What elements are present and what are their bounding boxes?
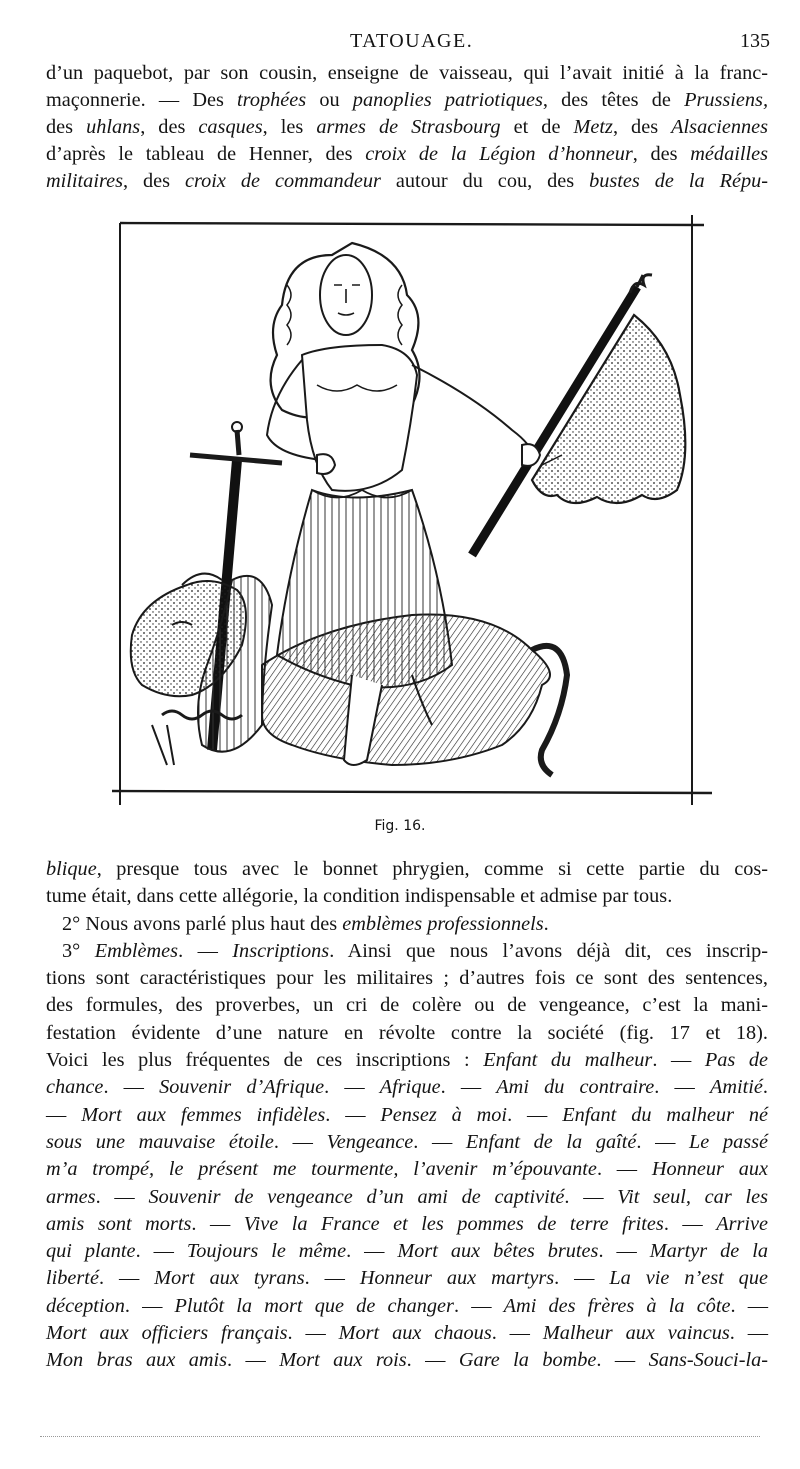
italic-run: La vie n’est que <box>609 1267 768 1290</box>
italic-run: Afrique <box>379 1076 441 1099</box>
text-run: . — <box>273 1130 327 1153</box>
italic-run: amis sont morts <box>46 1212 192 1235</box>
text-line <box>46 168 768 195</box>
text-run: . — <box>453 1294 504 1317</box>
italic-run: Pensez à moi <box>380 1103 508 1126</box>
italic-run: Mort aux chaous <box>338 1322 492 1345</box>
italic-run: Mort aux tyrans <box>154 1267 305 1290</box>
text-line <box>46 1156 768 1183</box>
text-run: . — <box>554 1267 610 1290</box>
text-run: d’après le tableau de Henner, des <box>46 143 366 165</box>
text-run: des <box>46 116 87 138</box>
text-run: Voici les plus fréquentes de ces inscriptions : <box>46 1049 484 1072</box>
italic-run: m’a trompé, le présent me tourmente, l’avenir m’épouvante <box>46 1158 597 1181</box>
text-line <box>46 1211 768 1238</box>
page-header <box>0 30 800 56</box>
italic-run: Enfant du malheur né <box>562 1103 768 1126</box>
text-line <box>46 1320 768 1347</box>
italic-run: Enfant du malheur <box>483 1049 653 1072</box>
text-run: . — <box>596 1349 649 1372</box>
italic-run: Souvenir d’Afrique <box>159 1076 325 1099</box>
text-run: . — <box>304 1267 360 1290</box>
italic-run: sous une mauvaise étoile <box>46 1130 274 1153</box>
paragraph-block-bottom <box>46 856 768 1375</box>
italic-run: Metz <box>573 116 613 138</box>
italic-run: casques <box>198 116 263 138</box>
text-run: . — <box>98 1267 155 1290</box>
italic-run: Mort aux rois <box>279 1349 407 1372</box>
figure-16-engraving <box>112 205 712 810</box>
text-line <box>46 1102 768 1129</box>
text-run: ou <box>306 89 353 111</box>
text-line <box>46 883 768 910</box>
running-title: TATOUAGE. <box>350 30 474 52</box>
text-run: . — <box>596 1158 652 1181</box>
text-run: . — <box>95 1185 149 1208</box>
italic-run: militaires <box>46 170 123 192</box>
italic-run: Plutôt la mort que de changer <box>174 1294 454 1317</box>
text-run: tume était, dans cette allégorie, la condition indispensable et admise par tous. <box>46 885 673 908</box>
text-line <box>46 1047 768 1074</box>
text-line <box>46 1293 768 1320</box>
text-run: et de <box>500 116 574 138</box>
text-run: . — <box>729 1322 768 1345</box>
italic-run: armes de Strasbourg <box>316 116 501 138</box>
text-line <box>46 965 768 992</box>
text-run: . — <box>663 1212 717 1235</box>
italic-run: panoplies patriotiques <box>352 89 543 111</box>
page-number: 135 <box>740 30 770 52</box>
italic-run: armes <box>46 1185 96 1208</box>
italic-run: qui plante <box>46 1240 136 1263</box>
italic-run: Souvenir de vengeance d’un ami de captivité <box>148 1185 565 1208</box>
text-line <box>46 114 768 141</box>
text-run: . Ainsi que nous l’avons déjà dit, ces inscrip- <box>329 939 769 962</box>
italic-run: Enfant de la gaîté <box>465 1130 637 1153</box>
text-run: . — <box>135 1240 187 1263</box>
text-line <box>46 1184 768 1211</box>
text-run: . — <box>324 1076 380 1099</box>
text-run: 3° <box>62 939 95 962</box>
italic-run: bustes de la Répu- <box>589 170 768 192</box>
italic-run: Mort aux femmes infidèles <box>81 1103 326 1126</box>
text-run: , des <box>632 143 691 165</box>
italic-run: trophées <box>237 89 307 111</box>
italic-run: liberté <box>46 1267 99 1290</box>
text-line <box>46 1347 768 1374</box>
text-run: . — <box>507 1103 563 1126</box>
italic-run: Alsaciennes <box>671 116 769 138</box>
italic-run: Martyr de la <box>649 1240 769 1263</box>
text-run: . — <box>652 1049 705 1072</box>
italic-run: croix de commandeur <box>185 170 381 192</box>
text-line <box>46 1129 768 1156</box>
italic-run: Ami du contraire <box>496 1076 655 1099</box>
italic-run: déception <box>46 1294 125 1317</box>
text-run: . — <box>564 1185 618 1208</box>
text-run: festation évidente d’une nature en révolte contre la société (fig. 17 et 18). <box>46 1021 768 1044</box>
text-run: autour du cou, des <box>380 170 590 192</box>
text-run: — <box>46 1103 82 1126</box>
italic-run: Ami des frères à la côte <box>503 1294 731 1317</box>
text-line <box>46 1238 768 1265</box>
text-line <box>46 992 768 1019</box>
italic-run: Sans-Souci-la- <box>648 1349 768 1372</box>
text-run: . — <box>346 1240 398 1263</box>
text-run: . — <box>227 1349 280 1372</box>
italic-run: Inscriptions <box>232 939 330 962</box>
italic-run: Vive la France et les pommes de terre frites <box>243 1212 664 1235</box>
italic-run: blique <box>46 858 97 880</box>
text-run: . — <box>730 1294 769 1317</box>
italic-run: Gare la bombe <box>458 1349 597 1372</box>
text-run: . — <box>406 1349 459 1372</box>
figure-caption: Fig. 16. <box>374 818 426 834</box>
text-line <box>46 938 768 965</box>
italic-run: Mort aux bêtes brutes <box>397 1240 599 1263</box>
text-run: . — <box>191 1212 244 1235</box>
italic-run: Vengeance <box>326 1130 414 1153</box>
text-line <box>46 141 768 168</box>
italic-run: Le passé <box>689 1130 769 1153</box>
italic-run: emblèmes professionnels <box>342 912 544 935</box>
text-run: . — <box>491 1322 543 1345</box>
italic-run: Malheur aux vaincus <box>542 1322 730 1345</box>
text-run: . — <box>598 1240 650 1263</box>
text-run: des formules, des proverbes, un cri de colère ou de vengeance, c’est la mani- <box>46 994 768 1017</box>
italic-run: Prussiens, <box>684 89 769 111</box>
footer-rule <box>40 1436 760 1438</box>
text-run: . — <box>287 1322 339 1345</box>
italic-run: Toujours le même <box>186 1240 347 1263</box>
italic-run: uhlans <box>86 116 141 138</box>
paragraph-block-top <box>46 60 768 195</box>
text-line <box>46 60 768 87</box>
frame-top <box>120 223 704 225</box>
text-run: , des <box>123 170 186 192</box>
text-run: . — <box>654 1076 710 1099</box>
italic-run: chance <box>46 1076 104 1099</box>
italic-run: Honneur aux <box>651 1158 768 1181</box>
text-run: maçonnerie. — Des <box>46 89 238 111</box>
italic-run: Honneur aux martyrs <box>359 1267 555 1290</box>
italic-run: médailles <box>690 143 769 165</box>
text-run: . — <box>440 1076 497 1099</box>
italic-run: croix de la Légion d’honneur <box>365 143 633 165</box>
text-run: . — <box>636 1130 690 1153</box>
italic-run: Arrive <box>716 1212 768 1235</box>
text-line <box>46 1265 768 1292</box>
text-run: , des <box>612 116 672 138</box>
text-run: 2° Nous avons parlé plus haut des <box>62 912 343 935</box>
italic-run: Emblèmes <box>94 939 179 962</box>
text-run: , les <box>262 116 317 138</box>
text-run: , des têtes de <box>542 89 685 111</box>
text-run: , des <box>140 116 199 138</box>
text-line <box>46 87 768 114</box>
italic-run: Mort aux officiers français <box>46 1322 288 1345</box>
italic-run: Vit seul, car les <box>617 1185 768 1208</box>
text-line <box>46 856 768 883</box>
text-run: . — <box>413 1130 466 1153</box>
text-run: tions sont caractéristiques pour les militaires ; d’autres fois ce sont des sentences, <box>46 967 768 990</box>
text-line <box>46 1074 768 1101</box>
text-run: d’un paquebot, par son cousin, enseigne de vaisseau, qui l’avait initié à la franc- <box>46 62 768 84</box>
italic-run: Amitié <box>709 1076 763 1099</box>
text-run: . — <box>325 1103 381 1126</box>
text-line <box>46 1020 768 1047</box>
text-run: . <box>762 1076 768 1099</box>
text-run: . — <box>124 1294 175 1317</box>
text-run: , presque tous avec le bonnet phrygien, comme si cette partie du cos- <box>96 858 768 880</box>
italic-run: Mon bras aux amis <box>46 1349 228 1372</box>
text-run: . — <box>103 1076 160 1099</box>
text-line <box>46 911 768 938</box>
italic-run: Pas de <box>704 1049 768 1072</box>
text-run: . — <box>178 939 233 962</box>
text-run: . <box>543 912 549 935</box>
